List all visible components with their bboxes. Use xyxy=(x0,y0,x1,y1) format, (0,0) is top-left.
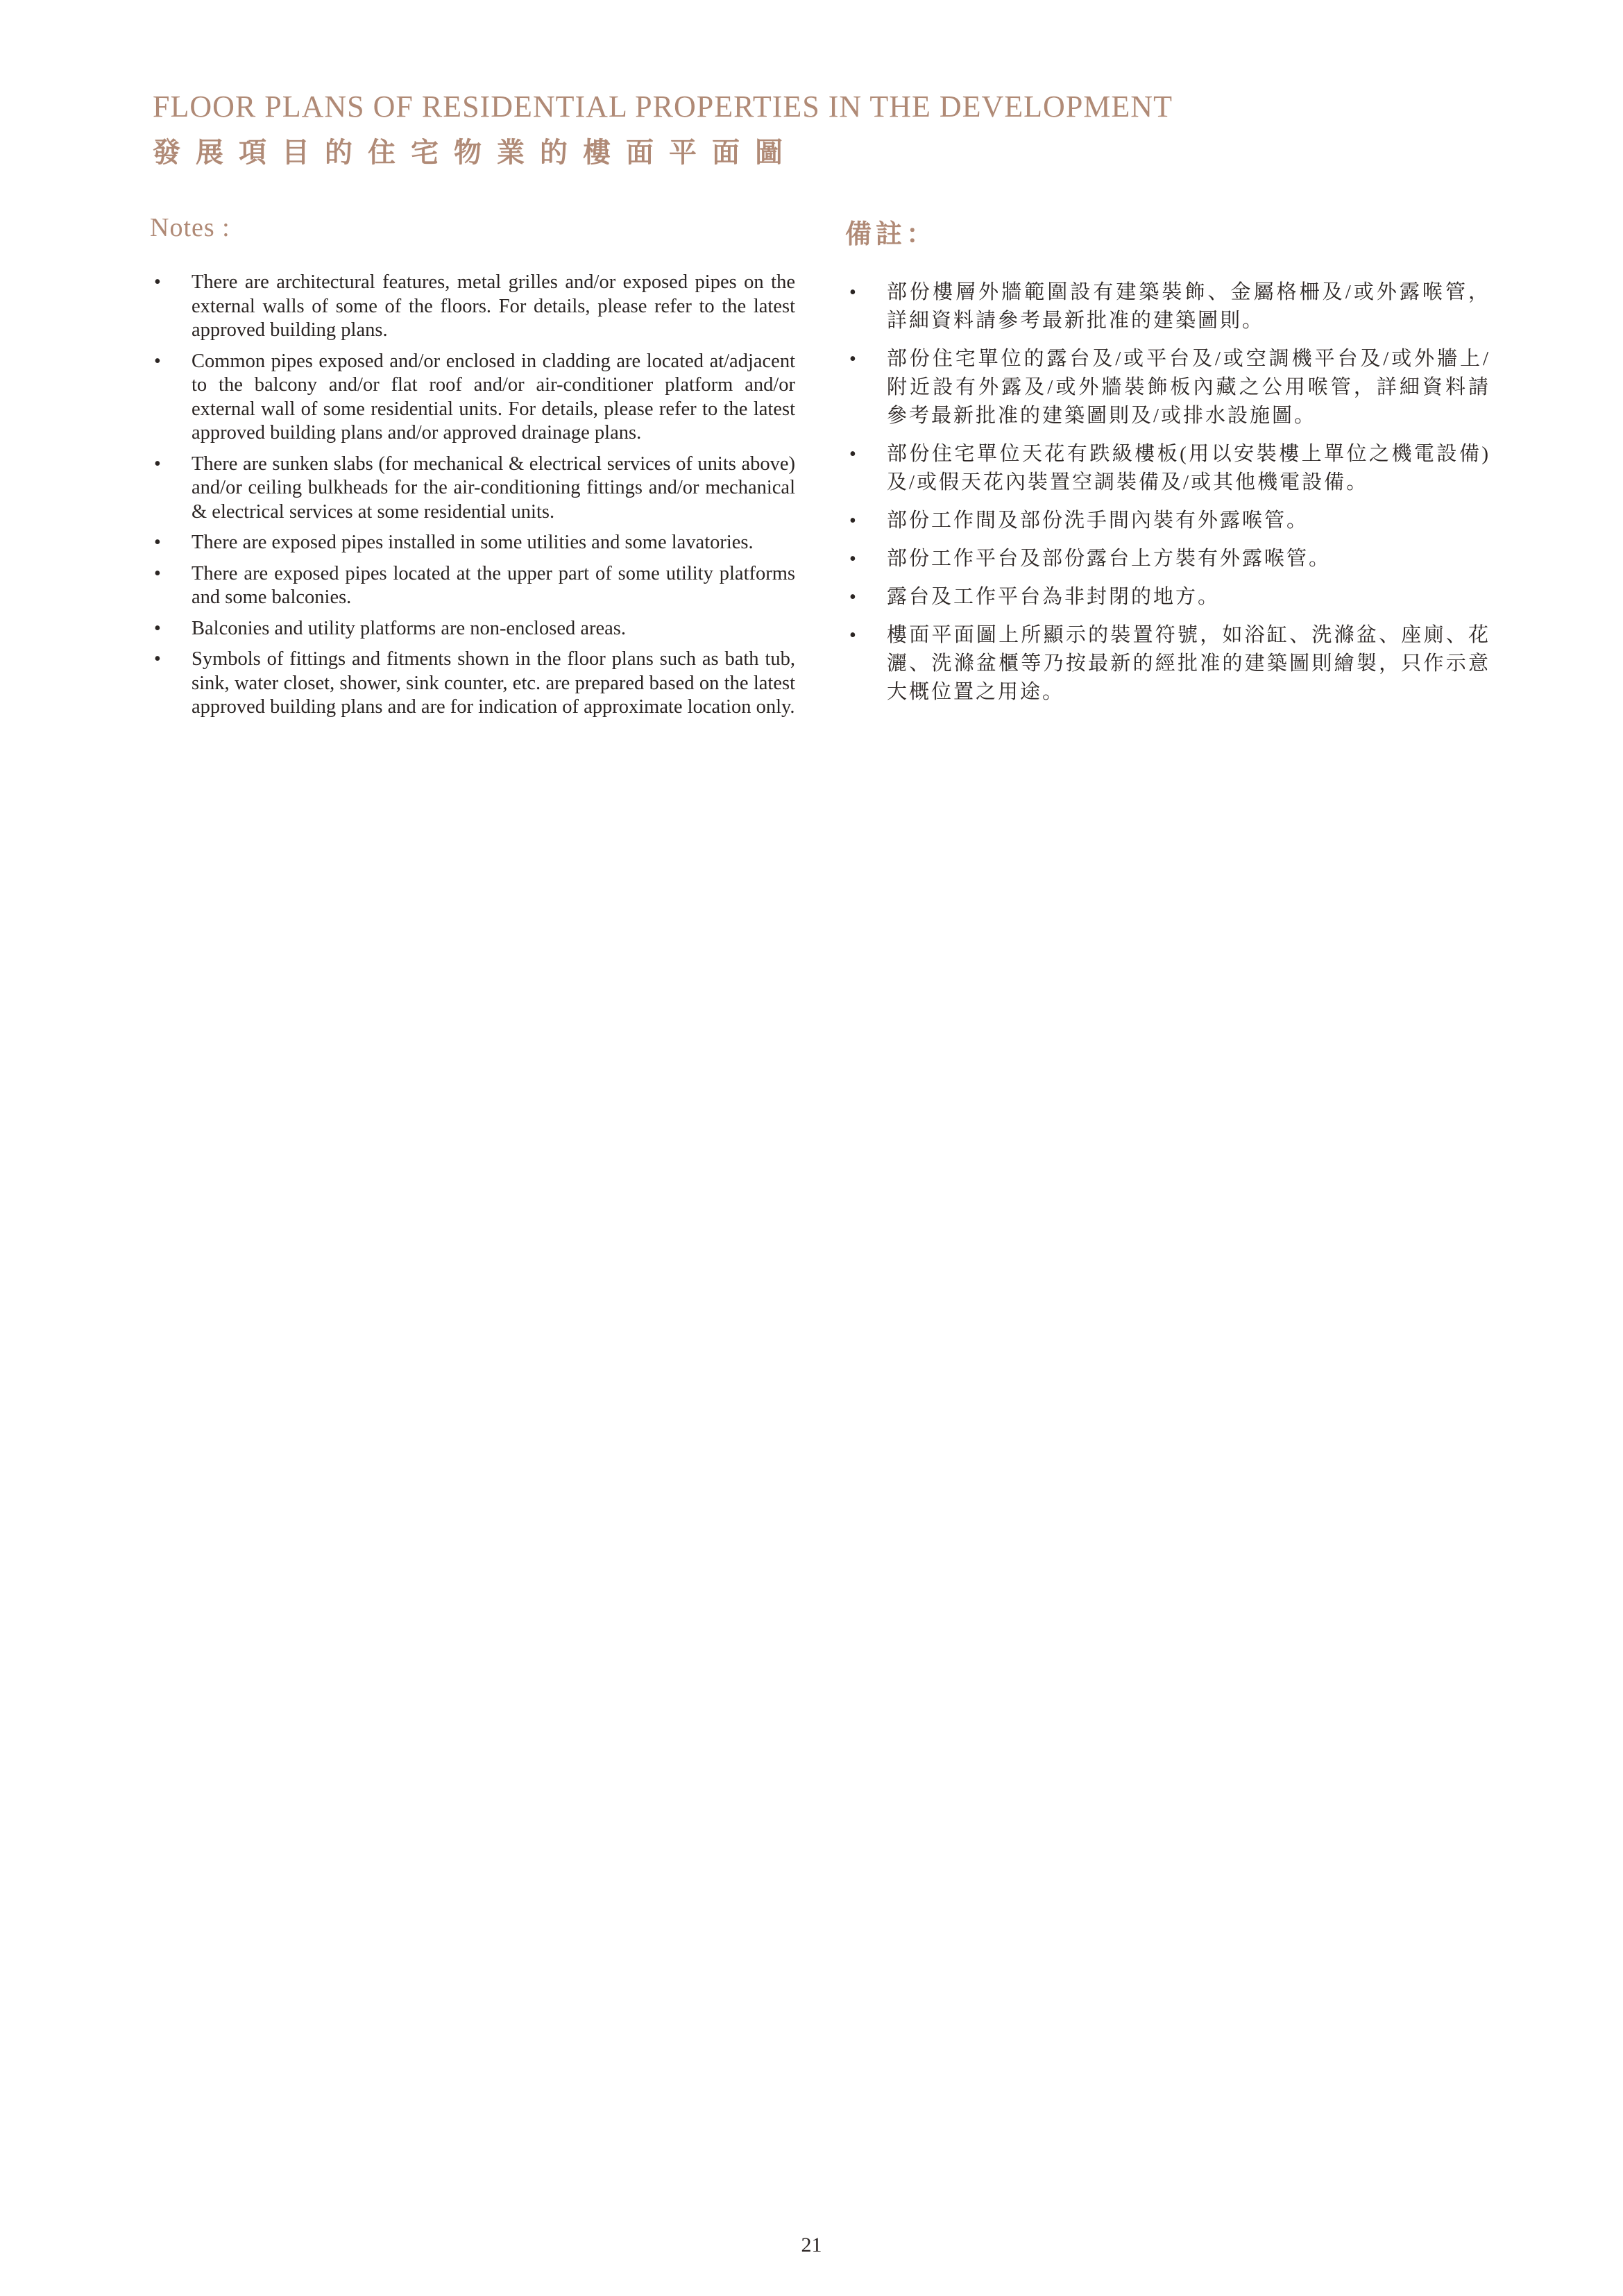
bullet-icon: • xyxy=(849,348,858,370)
note-text: 樓面平面圖上所顯示的裝置符號，如浴缸、洗滌盆、座廁、花灑、洗滌盆櫃等乃按最新的經批准的建築圖則繪製，只作示意大概位置之用途。 xyxy=(887,624,1490,703)
note-text: 部份住宅單位天花有跌級樓板(用以安裝樓上單位之機電設備)及/或假天花內裝置空調裝備及/或其他機電設備。 xyxy=(887,443,1490,493)
note-text: 部份工作間及部份洗手間內裝有外露喉管。 xyxy=(887,509,1309,532)
bullet-icon: • xyxy=(154,562,161,584)
list-item xyxy=(150,453,795,525)
list-item xyxy=(150,531,795,555)
bullet-icon: • xyxy=(154,532,161,553)
bullet-icon: • xyxy=(849,282,858,303)
chinese-notes-list xyxy=(845,278,1490,707)
list-item xyxy=(845,583,1490,611)
note-text: 露台及工作平台為非封閉的地方。 xyxy=(887,586,1221,608)
list-item xyxy=(845,545,1490,573)
list-item xyxy=(845,345,1490,430)
note-text: There are exposed pipes located at the upper part of some utility platforms and some balconies. xyxy=(192,562,795,608)
list-item xyxy=(845,440,1490,497)
note-text: Common pipes exposed and/or enclosed in cladding are located at/adjacent to the balcony and/or flat roof and/or air-conditioner platform and/or external wall of some residential units. For details, please refer to the latest approved building plans and/or approved drainage plans. xyxy=(192,350,795,444)
bullet-icon: • xyxy=(849,510,858,532)
bullet-icon: • xyxy=(154,617,161,639)
note-text: 部份住宅單位的露台及/或平台及/或空調機平台及/或外牆上/附近設有外露及/或外牆裝飾板內藏之公用喉管，詳細資料請參考最新批准的建築圖則及/或排水設施圖。 xyxy=(887,348,1490,427)
chinese-notes-heading: 備註： xyxy=(845,220,937,249)
bullet-icon: • xyxy=(154,350,161,372)
page-title-english: FLOOR PLANS OF RESIDENTIAL PROPERTIES IN THE DEVELOPMENT xyxy=(153,90,1173,124)
list-item xyxy=(150,350,795,446)
list-item xyxy=(150,271,795,343)
bullet-icon: • xyxy=(154,271,161,293)
note-text: There are architectural features, metal grilles and/or exposed pipes on the external walls of some of the floors. For details, please refer to the latest approved building plans. xyxy=(192,271,795,341)
bullet-icon: • xyxy=(849,586,858,608)
note-text: 部份工作平台及部份露台上方裝有外露喉管。 xyxy=(887,548,1332,570)
bullet-icon: • xyxy=(154,648,161,670)
note-text: Symbols of fittings and fitments shown in the floor plans such as bath tub, sink, water closet, shower, sink counter, etc. are prepared based on the latest approved building plans and are for indication of approximate location only. xyxy=(192,648,795,718)
bullet-icon: • xyxy=(849,548,858,570)
list-item xyxy=(150,648,795,720)
english-notes-column xyxy=(150,212,795,727)
chinese-notes-column xyxy=(845,212,1490,716)
bullet-icon: • xyxy=(849,625,858,646)
page-title-chinese: 發展項目的住宅物業的樓面平面圖 xyxy=(153,136,798,169)
note-text: There are sunken slabs (for mechanical & electrical services of units above) and/or ceiling bulkheads for the air-conditioning fittings and/or mechanical & electrical services at some residential units. xyxy=(192,453,795,523)
list-item xyxy=(845,507,1490,535)
note-text: Balconies and utility platforms are non-enclosed areas. xyxy=(192,617,626,639)
page-number: 21 xyxy=(801,2234,822,2256)
list-item xyxy=(150,562,795,610)
list-item xyxy=(150,617,795,641)
list-item xyxy=(845,278,1490,335)
bullet-icon: • xyxy=(154,453,161,475)
note-text: There are exposed pipes installed in some utilities and some lavatories. xyxy=(192,532,754,553)
list-item xyxy=(845,621,1490,707)
english-notes-list xyxy=(150,271,795,720)
english-notes-heading: Notes : xyxy=(150,213,230,242)
bullet-icon: • xyxy=(849,444,858,465)
note-text: 部份樓層外牆範圍設有建築裝飾、金屬格柵及/或外露喉管，詳細資料請參考最新批准的建築圖則。 xyxy=(887,281,1490,332)
